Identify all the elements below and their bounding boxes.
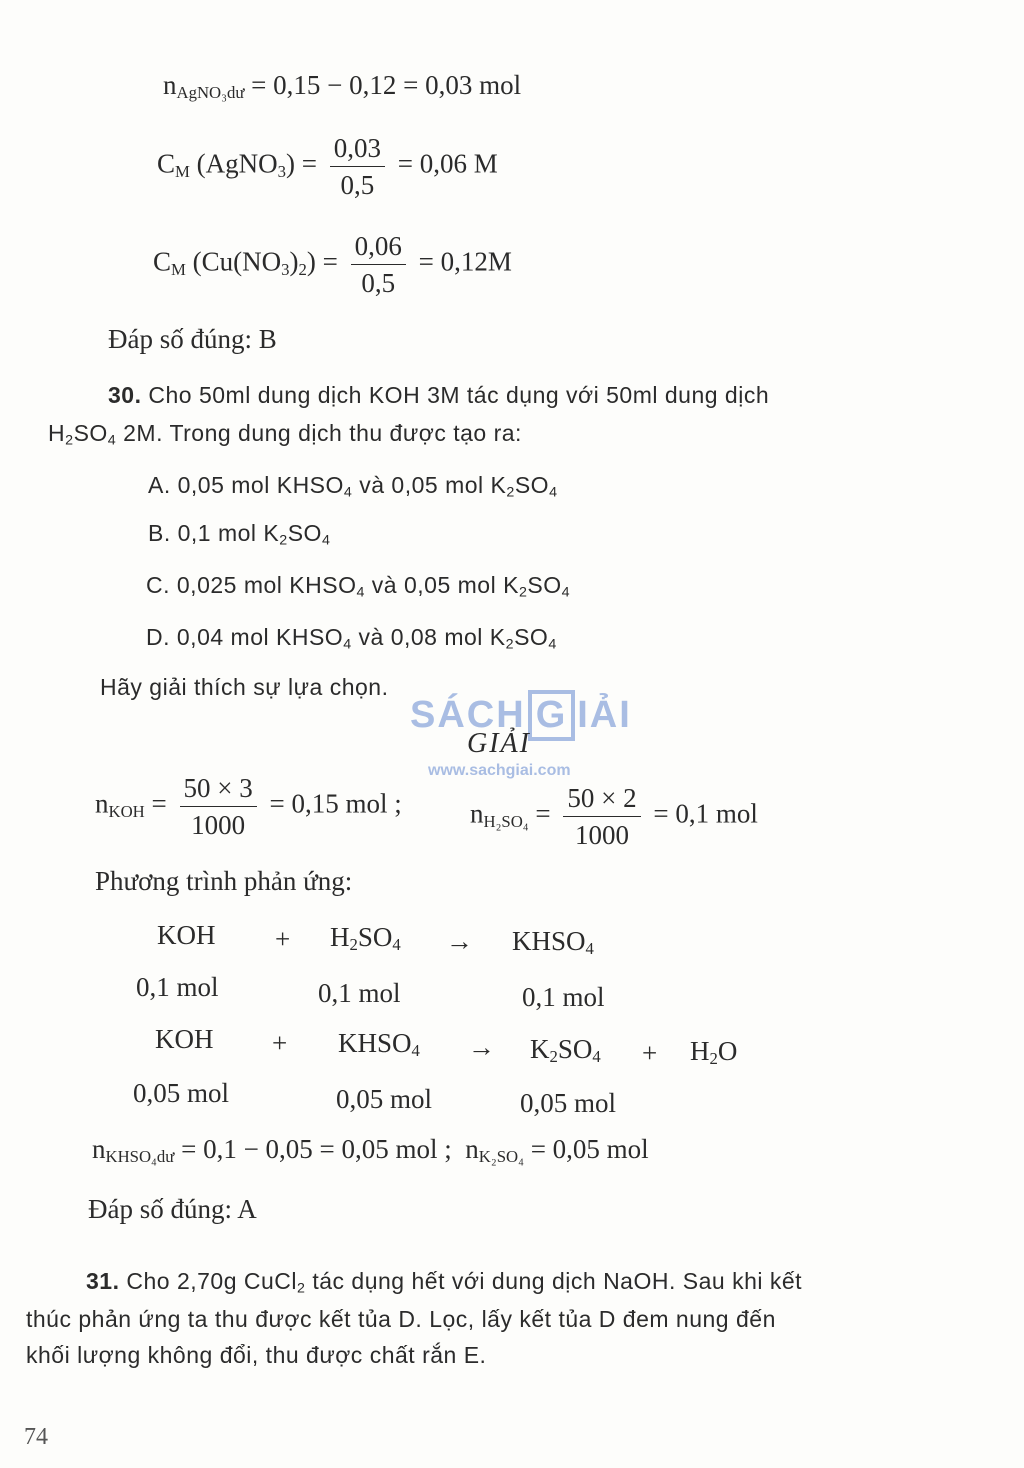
r1-koh: KOH (157, 920, 216, 950)
option-a: A. 0,05 mol $KHSO_4$ và 0,05 mol $K_2SO_4$ (148, 472, 558, 501)
watermark-url: www.sachgiai.com (428, 762, 571, 779)
q30-instruction: Hãy giải thích sự lựa chọn. (100, 674, 389, 700)
n-koh-line: $n_{KOH}$ = $\frac{50 \times 3}{1000}$ = 0,15 mol ; (95, 773, 402, 840)
q30-line2: $H_2SO_4$ 2M. Trong dung dịch thu được tạo ra: (48, 420, 522, 449)
cm-cuno32-line: $C_M$ $(Cu(NO_3)_2)$ = $\frac{0,06}{0,5}$ = 0,12M (153, 231, 512, 298)
r2-h2o: $H_2O$ (690, 1036, 738, 1069)
fraction: $\frac{0,06}{0,5}$ (351, 230, 406, 299)
fraction: $\frac{50 \times 3}{1000}$ (180, 772, 257, 841)
cm-agno3-line: $C_M$ (AgNO$_3$) = $\frac{0,03}{0,5}$ = 0,06 M (157, 133, 498, 200)
answer-a: Đáp số đúng: A (88, 1194, 257, 1224)
r2-plus: + (272, 1028, 288, 1058)
r2-arrow: → (468, 1032, 495, 1062)
q31-line3: khối lượng không đổi, thu được chất rắn E. (26, 1342, 487, 1368)
answer-b: Đáp số đúng: B (108, 324, 277, 354)
watermark-logo: SÁCH G IẢI (410, 690, 632, 741)
solution-heading: GIẢI (467, 728, 531, 759)
fraction: $\frac{0,03}{0,5}$ (330, 132, 385, 201)
r2-k2so4: $K_2SO_4$ (530, 1034, 601, 1067)
r2-mol-k2so4: 0,05 mol (520, 1088, 617, 1118)
q31-line2: thúc phản ứng ta thu được kết tủa D. Lọc, lấy kết tủa D đem nung đến (26, 1306, 776, 1332)
r2-khso4: $KHSO_4$ (338, 1028, 420, 1061)
option-b: B. 0,1 mol $K_2SO_4$ (148, 520, 331, 549)
r2-plus-2: + (642, 1038, 658, 1068)
fraction: $\frac{50 \times 2}{1000}$ (563, 782, 640, 851)
r1-plus: + (275, 924, 291, 954)
r2-koh: KOH (155, 1024, 214, 1054)
final-amounts-line: $n_{KHSO_4dư} = 0,1 - 0,05 = 0,05$ mol ; $n_{K_2SO_4} = 0,05$ mol (92, 1134, 649, 1167)
r1-mol-khso4: 0,1 mol (522, 982, 605, 1012)
r2-mol-khso4: 0,05 mol (336, 1084, 433, 1114)
q30-line1: 30. Cho 50ml dung dịch KOH 3M tác dụng với 50ml dung dịch (108, 382, 770, 408)
option-c: C. 0,025 mol $KHSO_4$ và 0,05 mol $K_2SO_4$ (146, 572, 571, 601)
r1-mol-koh: 0,1 mol (136, 972, 219, 1002)
option-d: D. 0,04 mol $KHSO_4$ và 0,08 mol $K_2SO_4$ (146, 624, 557, 653)
r1-khso4: $KHSO_4$ (512, 926, 594, 959)
page-number: 74 (24, 1424, 48, 1450)
n-agno3-line: $n_{AgNO_3dư} = 0,15 - 0,12 = 0,03$ mol (163, 70, 522, 103)
r1-mol-h2so4: 0,1 mol (318, 978, 401, 1008)
reaction-title: Phương trình phản ứng: (95, 866, 353, 896)
r1-arrow: → (446, 926, 473, 956)
n-h2so4-line: $n_{H_2SO_4}$ = $\frac{50 \times 2}{1000}$ = 0,1 mol (470, 783, 758, 850)
r1-h2so4: $H_2SO_4$ (330, 922, 401, 955)
q31-line1: 31. Cho 2,70g CuCl$_2$ tác dụng hết với dung dịch NaOH. Sau khi kết (86, 1268, 803, 1297)
r2-mol-koh: 0,05 mol (133, 1078, 230, 1108)
